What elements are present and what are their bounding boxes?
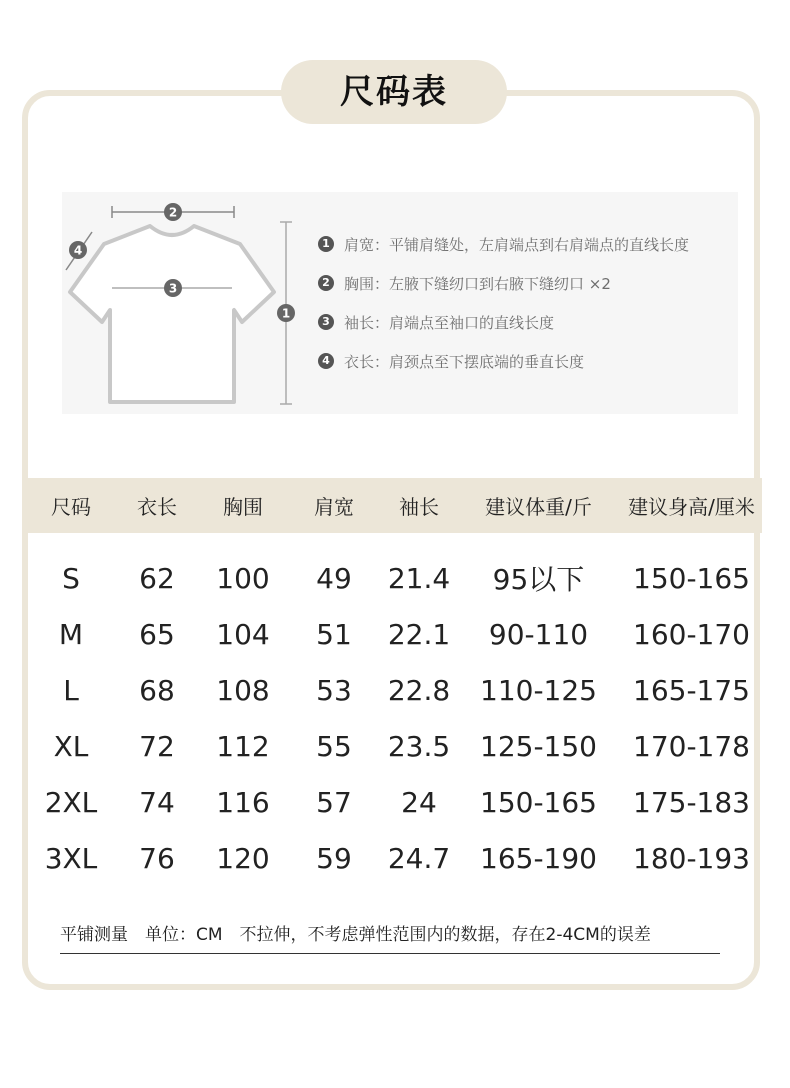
table-cell: 68 <box>139 673 175 707</box>
legend-item <box>318 310 758 334</box>
marker-2-icon <box>164 203 182 221</box>
table-row <box>28 606 762 662</box>
legend-item <box>318 232 758 256</box>
table-cell: 95以下 <box>492 563 585 596</box>
table-row <box>28 830 762 886</box>
svg-text:2: 2 <box>168 205 178 220</box>
table-row <box>28 550 762 606</box>
table-cell: 125-150 <box>480 729 597 763</box>
header-weight: 建议体重/斤 <box>485 495 592 519</box>
table-cell: 165-190 <box>480 841 597 875</box>
measurement-legend <box>318 232 758 388</box>
table-cell: XL <box>53 729 89 763</box>
number-3-icon: 3 <box>318 314 334 330</box>
legend-text: 衣长：肩颈点至下摆底端的垂直长度 <box>344 352 585 371</box>
measurement-note: 平铺测量 单位：CM 不拉伸，不考虑弹性范围内的数据，存在2-4CM的误差 <box>60 920 720 954</box>
table-cell: 62 <box>139 561 175 595</box>
page-title: 尺码表 <box>281 60 507 124</box>
table-cell: 24 <box>401 785 437 819</box>
table-cell: 23.5 <box>387 729 451 763</box>
table-cell: 51 <box>316 617 352 651</box>
table-cell: M <box>58 617 84 651</box>
legend-item <box>318 271 758 295</box>
table-cell: 74 <box>139 785 175 819</box>
svg-text:1: 1 <box>281 306 291 321</box>
number-1-icon: 1 <box>318 236 334 252</box>
svg-text:3: 3 <box>168 281 178 296</box>
table-cell: 120 <box>216 841 270 875</box>
table-cell: 3XL <box>44 841 98 875</box>
table-cell: 72 <box>139 729 175 763</box>
table-cell: 57 <box>316 785 352 819</box>
table-cell: 24.7 <box>387 841 451 875</box>
table-cell: 110-125 <box>480 673 597 707</box>
header-size: 尺码 <box>51 495 91 519</box>
table-cell: 22.8 <box>387 673 451 707</box>
table-cell: 150-165 <box>480 785 597 819</box>
size-table-body <box>28 550 762 886</box>
table-row <box>28 718 762 774</box>
table-cell: 165-175 <box>633 673 750 707</box>
table-cell: 112 <box>216 729 270 763</box>
header-height: 建议身高/厘米 <box>628 495 755 519</box>
table-cell: 65 <box>139 617 175 651</box>
table-cell: 90-110 <box>488 617 589 651</box>
table-cell: L <box>63 673 79 707</box>
marker-1-icon <box>277 304 295 322</box>
legend-text: 袖长：肩端点至袖口的直线长度 <box>344 313 555 332</box>
table-cell: 100 <box>216 561 270 595</box>
table-cell: 49 <box>316 561 352 595</box>
table-cell: 53 <box>316 673 352 707</box>
table-cell: 180-193 <box>633 841 750 875</box>
table-cell: 59 <box>316 841 352 875</box>
marker-3-icon <box>164 279 182 297</box>
table-cell: 116 <box>216 785 270 819</box>
table-cell: 104 <box>216 617 270 651</box>
marker-4-icon <box>69 241 87 259</box>
table-cell: S <box>62 561 80 595</box>
table-cell: 2XL <box>44 785 98 819</box>
table-cell: 160-170 <box>633 617 750 651</box>
legend-text: 肩宽：平铺肩缝处，左肩端点到右肩端点的直线长度 <box>344 235 690 254</box>
table-cell: 21.4 <box>387 561 451 595</box>
table-cell: 55 <box>316 729 352 763</box>
table-cell: 150-165 <box>633 561 750 595</box>
table-cell: 108 <box>216 673 270 707</box>
header-length: 衣长 <box>137 495 177 519</box>
header-chest: 胸围 <box>223 495 263 519</box>
svg-text:4: 4 <box>73 243 83 258</box>
header-sleeve: 袖长 <box>399 495 439 519</box>
number-2-icon: 2 <box>318 275 334 291</box>
number-4-icon: 4 <box>318 353 334 369</box>
table-cell: 76 <box>139 841 175 875</box>
table-row <box>28 662 762 718</box>
legend-item <box>318 349 758 373</box>
table-cell: 22.1 <box>387 617 451 651</box>
table-row <box>28 774 762 830</box>
header-shoulder: 肩宽 <box>314 495 354 519</box>
table-cell: 170-178 <box>633 729 750 763</box>
size-table-header <box>28 478 762 533</box>
table-cell: 175-183 <box>633 785 750 819</box>
legend-text: 胸围：左腋下缝纫口到右腋下缝纫口 ×2 <box>344 274 611 293</box>
